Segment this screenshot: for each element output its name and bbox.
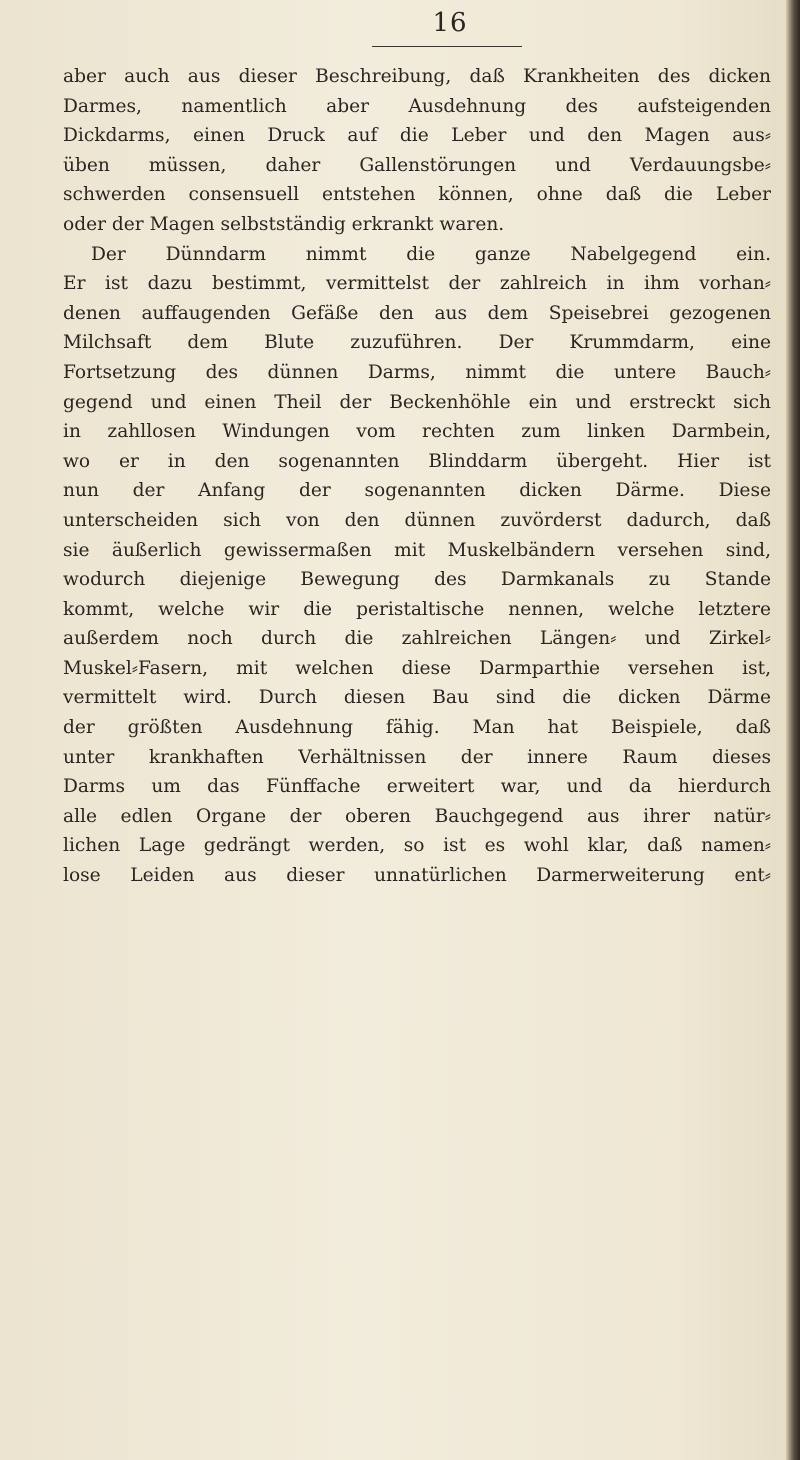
text-line: aber auch aus dieser Beschreibung, daß Krankheiten des dicken — [63, 66, 771, 87]
text-line: Fortsetzung des dünnen Darms, nimmt die untere Bauch⸗ — [63, 361, 771, 383]
text-line: sie äußerlich gewissermaßen mit Muskelbändern versehen sind, — [63, 539, 771, 561]
text-line: Dickdarms, einen Druck auf die Leber und den Magen aus⸗ — [63, 125, 771, 147]
text-line: Muskel⸗Fasern, mit welchen diese Darmparthie versehen ist, — [63, 657, 771, 679]
text-line: kommt, welche wir die peristaltische nennen, welche letztere — [63, 598, 771, 620]
text-line: nun der Anfang der sogenannten dicken Därme. Diese — [63, 480, 771, 502]
text-line: lose Leiden aus dieser unnatürlichen Darmerweiterung ent⸗ — [63, 865, 771, 887]
page-number: 16 — [432, 8, 468, 38]
text-line: Milchsaft dem Blute zuzuführen. Der Krummdarm, eine — [63, 332, 771, 354]
binding-edge — [786, 0, 800, 1460]
text-line: der größten Ausdehnung fähig. Man hat Beispiele, daß — [63, 717, 771, 739]
text-line: lichen Lage gedrängt werden, so ist es wohl klar, daß namen⸗ — [63, 835, 771, 857]
text-line: alle edlen Organe der oberen Bauchgegend aus ihrer natür⸗ — [63, 805, 771, 827]
text-line: üben müssen, daher Gallenstörungen und Verdauungsbe⸗ — [63, 154, 771, 176]
text-line: schwerden consensuell entstehen können, ohne daß die Leber — [63, 184, 771, 206]
text-line: in zahllosen Windungen vom rechten zum linken Darmbein, — [63, 421, 771, 443]
text-line: Er ist dazu bestimmt, vermittelst der zahlreich in ihm vorhan⸗ — [63, 273, 771, 295]
text-line: denen auffaugenden Gefäße den aus dem Speisebrei gezogenen — [63, 302, 771, 324]
text-line: wodurch diejenige Bewegung des Darmkanals zu Stande — [63, 569, 771, 591]
text-line: unterscheiden sich von den dünnen zuvörderst dadurch, daß — [63, 509, 771, 531]
text-line: Darms um das Fünffache erweitert war, und da hierdurch — [63, 776, 771, 798]
text-line: Darmes, namentlich aber Ausdehnung des aufsteigenden — [63, 95, 771, 117]
text-line: Der Dünndarm nimmt die ganze Nabelgegend ein. — [91, 243, 771, 265]
header-rule — [372, 46, 522, 47]
text-line: vermittelt wird. Durch diesen Bau sind die dicken Därme — [63, 687, 771, 709]
text-line: oder der Magen selbstständig erkrankt waren. — [63, 213, 505, 235]
text-line: unter krankhaften Verhältnissen der innere Raum dieses — [63, 746, 771, 768]
text-line: gegend und einen Theil der Beckenhöhle ein und erstreckt sich — [63, 391, 771, 413]
body-text — [63, 62, 771, 891]
text-line: außerdem noch durch die zahlreichen Längen⸗ und Zirkel⸗ — [63, 628, 771, 650]
text-line: wo er in den sogenannten Blinddarm übergeht. Hier ist — [63, 450, 771, 472]
